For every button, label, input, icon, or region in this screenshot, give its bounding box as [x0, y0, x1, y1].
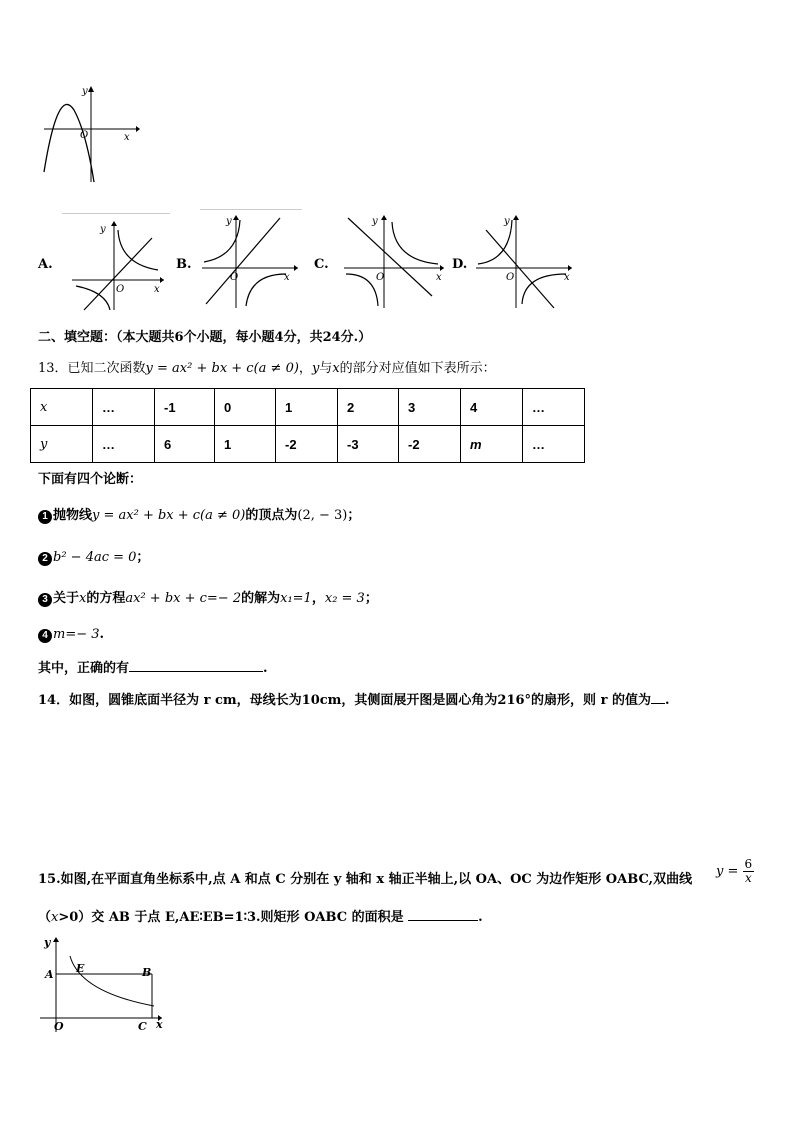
fraction: [743, 858, 755, 885]
s4-end: .: [99, 627, 105, 642]
divider: [62, 213, 170, 214]
q13-conclusion: [38, 659, 268, 677]
q14-text: 14．如图，圆锥底面半径为 r cm，母线长为10cm，其侧面展开图是圆心角为216°的扇形，则 r 的值为: [38, 693, 651, 708]
q15-text-b: >0）交 AB 于点 E,AE∶EB=1∶3.则矩形 OABC 的面积是: [58, 910, 404, 925]
q15-func: [716, 858, 754, 885]
table-cell: -1: [155, 389, 215, 426]
table-cell: m: [461, 426, 523, 463]
answer-blank[interactable]: [651, 691, 665, 704]
conclusion-end: .: [263, 661, 268, 676]
q15-text: 15.如图,在平面直角坐标系中,点 A 和点 C 分别在 y 轴和 x 轴正半轴上,以 OA、OC 为边作矩形 OABC,双曲线: [38, 872, 693, 887]
q13-prefix: 13．已知二次函数: [38, 361, 146, 376]
table-cell: 1: [215, 426, 276, 463]
fig-label-x: x: [156, 1018, 163, 1031]
table-cell: …: [523, 426, 585, 463]
table-cell: 1: [276, 389, 338, 426]
func-y: y =: [716, 864, 739, 879]
table-cell: …: [93, 426, 155, 463]
origin-label: O: [80, 130, 89, 141]
q13-suffix: 的部分对应值如下表所示：: [339, 361, 496, 376]
frac-denominator: x: [744, 871, 752, 885]
fig-label-b: B: [142, 966, 152, 979]
fig-label-c: C: [138, 1020, 147, 1033]
fig-label-e: E: [76, 962, 85, 975]
s1-text: 抛物线: [53, 508, 93, 523]
q13-yvar: y: [311, 361, 320, 376]
s1-text-b: 的顶点为: [245, 508, 298, 523]
parabola-figure: [36, 80, 146, 190]
axis-label-y: y: [82, 86, 88, 97]
q13-xvar: x: [332, 361, 340, 376]
conclusion-text: 其中，正确的有: [38, 661, 130, 676]
q13-comma: ，: [298, 361, 312, 376]
table-cell: y: [31, 426, 93, 463]
table-cell: …: [523, 389, 585, 426]
option-a-graph[interactable]: [66, 218, 170, 314]
fig-label-y: y: [44, 936, 51, 949]
q13-stem: [38, 361, 496, 377]
circled-number-3: 3: [38, 593, 52, 607]
axis-label-x: x: [154, 284, 160, 295]
s3-text: 关于: [53, 591, 80, 606]
axis-label-y: y: [100, 224, 106, 235]
s1-func: y = ax² + bx + c(a ≠ 0): [92, 508, 246, 523]
s1-point: (2, − 3): [297, 508, 348, 523]
rectangle-hyperbola-figure: [36, 934, 170, 1034]
option-d-label[interactable]: D.: [452, 257, 468, 272]
table-cell: 4: [461, 389, 523, 426]
table-cell: -3: [338, 426, 399, 463]
s3-end: ；: [364, 591, 378, 606]
origin-label: O: [230, 272, 239, 283]
table-row: [31, 426, 585, 463]
fig-label-a: A: [45, 968, 54, 981]
s3-comma: ，: [311, 591, 325, 606]
section-title: 二、填空题：（本大题共6个小题，每小题4分，共24分.）: [38, 330, 372, 345]
cond-x: x: [51, 910, 59, 925]
origin-label: O: [506, 272, 515, 283]
value-table: [30, 388, 585, 463]
option-c-graph[interactable]: [340, 212, 448, 312]
statement-1: [38, 508, 360, 524]
axis-label-y: y: [372, 216, 378, 227]
origin-label: O: [116, 284, 125, 295]
s3-x1: x₁=1: [280, 591, 312, 606]
s2-expr: b² − 4ac = 0: [53, 550, 137, 565]
answer-blank[interactable]: [408, 908, 478, 921]
s2-end: ；: [136, 550, 150, 565]
s4-expr: m=− 3: [53, 627, 100, 642]
table-row: [31, 389, 585, 426]
table-cell: 0: [215, 389, 276, 426]
paren-open: （: [38, 910, 52, 925]
s3-x2: x₂ = 3: [324, 591, 365, 606]
answer-blank[interactable]: [129, 659, 263, 672]
table-cell: -2: [276, 426, 338, 463]
q13-func: y = ax² + bx + c(a ≠ 0): [145, 361, 299, 376]
q13-intro: 下面有四个论断：: [38, 472, 143, 487]
table-cell: -2: [399, 426, 461, 463]
table-cell: 2: [338, 389, 399, 426]
axis-label-y: y: [226, 216, 232, 227]
option-b-graph[interactable]: [200, 212, 304, 312]
axis-label-x: x: [124, 132, 130, 143]
table-cell: x: [31, 389, 93, 426]
circled-number-1: 1: [38, 510, 52, 524]
s3-eq: ax² + bx + c=− 2: [125, 591, 242, 606]
s1-end: ；: [347, 508, 361, 523]
option-c-label[interactable]: C.: [314, 257, 329, 272]
table-cell: 6: [155, 426, 215, 463]
divider: [200, 209, 302, 210]
statement-3: [38, 591, 378, 607]
option-b-label[interactable]: B.: [176, 257, 192, 272]
q15-end: .: [478, 910, 483, 925]
option-d-graph[interactable]: [474, 212, 578, 312]
circled-number-2: 2: [38, 552, 52, 566]
fig-label-o: O: [54, 1020, 64, 1033]
statement-2: [38, 550, 149, 566]
table-cell: …: [93, 389, 155, 426]
option-a-label[interactable]: A.: [38, 257, 53, 272]
frac-numerator: 6: [744, 857, 753, 871]
s3-text-c: 的解为: [241, 591, 281, 606]
statement-4: [38, 627, 104, 643]
q15-line2: [38, 908, 483, 926]
q14-end: .: [664, 693, 670, 708]
origin-label: O: [376, 272, 385, 283]
q13-and: 与: [319, 361, 333, 376]
axis-label-x: x: [436, 272, 442, 283]
q14-stem: [38, 691, 670, 709]
q15-line1: [38, 872, 692, 888]
axis-label-x: x: [284, 272, 290, 283]
circled-number-4: 4: [38, 629, 52, 643]
s3-text-b: 的方程: [86, 591, 126, 606]
table-cell: 3: [399, 389, 461, 426]
axis-label-y: y: [504, 216, 510, 227]
axis-label-x: x: [564, 272, 570, 283]
s3-xvar: x: [79, 591, 87, 606]
